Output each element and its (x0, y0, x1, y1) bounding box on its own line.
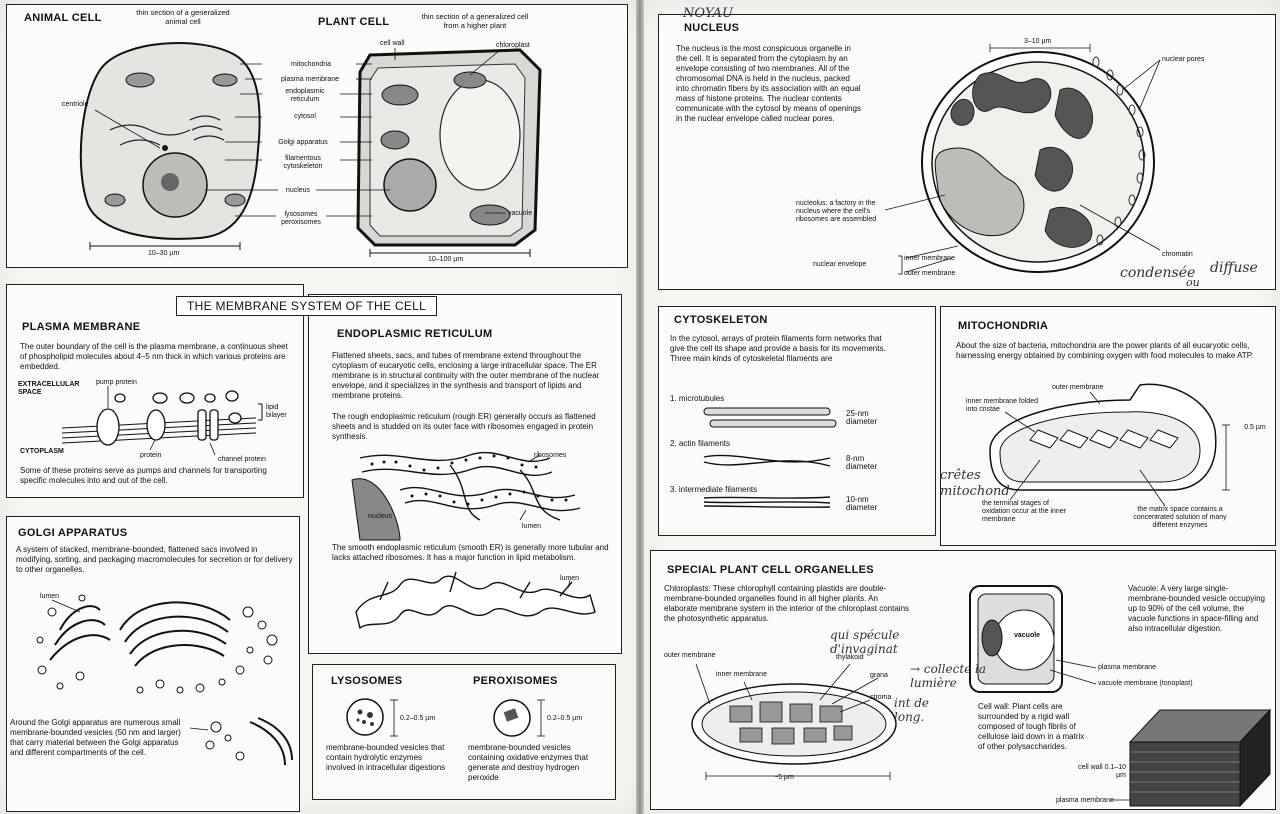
label-pump-protein: pump protein (96, 379, 137, 386)
label-mitochondria: mitochondria (290, 61, 332, 68)
label-vacuole: vacuole (508, 210, 533, 217)
er-label-ribosomes: ribosomes (534, 452, 567, 459)
hand-condensee: condensée (1120, 265, 1196, 281)
intermediate-label: 3. intermediate filaments (670, 485, 758, 494)
lysosome-size: 0.2–0.5 µm (400, 715, 436, 722)
er-text-2: The rough endoplasmic reticulum (rough ER) generally occurs as flattened sheets and is studded on its outer face with ribosomes engaged in protein synthesis. (332, 412, 596, 441)
vacuole-label-tonoplast: vacuole membrane (tonoplast) (1098, 680, 1193, 687)
chloro-scale: ~5 µm (774, 774, 794, 781)
plant-organelles-title: SPECIAL PLANT CELL ORGANELLES (667, 564, 874, 576)
label-er: endoplasmic reticulum (285, 88, 325, 103)
nucleus-title: NUCLEUS (684, 22, 740, 34)
nucleus-label-chromatin: chromatin (1162, 251, 1193, 258)
cell-wall-plasma-membrane-label: plasma membrane (1056, 797, 1114, 804)
label-protein: protein (140, 452, 162, 459)
nucleus-label-nucleolus: nucleolus: a factory in the nucleus where the cell's ribosomes are assembled (796, 200, 877, 223)
cytoskeleton-text: In the cytosol, arrays of protein filaments form networks that give the cell its shape and provide a basis for its movements. Three main kinds of cytoskeletal filaments are (670, 334, 886, 363)
er-text-3: The smooth endoplasmic reticulum (smooth ER) is generally more tubular and lacks attached ribosomes. It has a major function in lipid metabolism. (332, 543, 609, 562)
label-plasma-membrane: plasma membrane (281, 76, 339, 83)
label-golgi: Golgi apparatus (278, 139, 328, 146)
er-label-nucleus: nucleus (368, 513, 393, 520)
golgi-footer: Around the Golgi apparatus are numerous small membrane-bounded vesicles (50 nm and larger) that carry material between the Golgi apparatus and different compartments of the cell. (10, 718, 181, 757)
cytoskeleton-title: CYTOSKELETON (674, 314, 768, 326)
chloro-handwritten-2: → collecte la lumière (910, 662, 987, 690)
mito-label-terminal: the terminal stages of oxidation occur at the inner membrane (982, 500, 1067, 523)
nucleus-label-outer: outer membrane (904, 270, 956, 277)
chloro-label-thylakoid: thylakoid (836, 654, 864, 661)
label-nucleus: nucleus (285, 187, 311, 194)
chloro-label-grana: grana (870, 672, 888, 679)
label-chloroplast: chloroplast (496, 42, 530, 49)
plasma-membrane-footer: Some of these proteins serve as pumps and channels for transporting specific molecules into and out of the cell. (20, 466, 267, 485)
er-text-1: Flattened sheets, sacs, and tubes of membrane extend throughout the cytoplasm of eucaryotic cells, enclosing a large intracellular space. The ER membrane is in structural continuity with the outer membrane of the nuclear envelope, and it specializes in the synthesis and transport of lipids and membrane proteins. (332, 351, 600, 400)
nucleus-text: The nucleus is the most conspicuous organelle in the cell. It is separated from the cytoplasm by an envelope consisting of two membranes. All of the chromosomal DNA is held in the nucleus, packed into chromatin fibers by its association with an equal mass of histone proteins. The nuclear contents communicate with the cytosol by means of openings in the nuclear envelope called nuclear pores. (676, 44, 861, 123)
hand-ou: ou (1186, 276, 1200, 289)
lysosomes-title: LYSOSOMES (331, 675, 403, 687)
label-cell-wall: cell wall (380, 40, 405, 47)
plasma-membrane-title: PLASMA MEMBRANE (22, 321, 141, 333)
mitochondria-title: MITOCHONDRIA (958, 320, 1049, 332)
nucleus-handwritten-label: NOYAU (683, 6, 733, 21)
mitochondria-text: About the size of bacteria, mitochondria are the power plants of all eucaryotic cells, harnessing energy obtained by combining oxygen with food molecules to make ATP. (956, 341, 1254, 360)
actin-size: 8-nm diameter (846, 454, 878, 471)
label-filamentous: filamentous cytoskeleton (283, 155, 323, 170)
nucleus-label-envelope: nuclear envelope (813, 261, 867, 268)
plant-cell-subtitle: thin section of a generalized cell from a higher plant (421, 12, 529, 30)
er-label-lumen-2: lumen (560, 575, 580, 582)
plant-scale: 10–100 µm (428, 256, 464, 263)
er-title: ENDOPLASMIC RETICULUM (337, 328, 493, 340)
nucleus-label-inner: inner membrane (904, 255, 955, 262)
mito-label-matrix: the matrix space contains a concentrated solution of many different enzymes (1133, 506, 1227, 529)
vacuole-text: Vacuole: A very large single-membrane-bounded vesicle occupying up to 90% of the cell volume, the vacuole functions in space-filling and also intracellular digestion. (1128, 584, 1265, 633)
cell-wall-text: Cell wall: Plant cells are surrounded by a rigid wall composed of tough fibrils of cellulose laid down in a matrix of other polysaccharides. (978, 702, 1085, 751)
animal-scale: 10–30 µm (148, 250, 180, 257)
label-channel-protein: channel protein (218, 456, 266, 463)
chloro-label-outer: outer membrane (664, 652, 716, 659)
microtubules-size: 25-nm diameter (846, 409, 878, 426)
label-lysosomes: lysosomes peroxisomes (281, 211, 321, 226)
golgi-title: GOLGI APPARATUS (18, 527, 128, 539)
chloro-handwritten-3: int de long. (894, 696, 929, 724)
lysosomes-text: membrane-bounded vesicles that contain hydrolytic enzymes involved in intracellular digestions (326, 743, 446, 772)
peroxisomes-text: membrane-bounded vesicles containing oxidative enzymes that generate and destroy hydrogen peroxide (468, 743, 589, 782)
mito-label-inner: inner membrane folded into cristae (966, 398, 1038, 413)
chloro-label-stroma: stroma (870, 694, 892, 701)
nucleus-scale: 3–10 µm (1024, 38, 1052, 45)
label-extracellular: EXTRACELLULAR SPACE (18, 381, 80, 396)
actin-label: 2. actin filaments (670, 439, 731, 448)
mito-label-outer: outer membrane (1052, 384, 1104, 391)
mito-handwritten: crêtes mitochond (940, 468, 1010, 499)
intermediate-size: 10-nm diameter (846, 495, 878, 512)
golgi-text: A system of stacked, membrane-bounded, flattened sacs involved in modifying, sorting, and packaging macromolecules for secretion or for delivery to other organelles. (16, 545, 293, 574)
mito-label-size: 0.5 µm (1244, 424, 1266, 431)
chloroplast-text: Chloroplasts: These chlorophyll containing plastids are double-membrane-bounded organelles found in all higher plants. An elaborate membrane system in the interior of the chloroplast contains the photosynthetic apparatus. (664, 584, 910, 623)
cell-wall-label: cell wall 0.1–10 µm (1078, 764, 1126, 779)
label-centriole: centriole (62, 101, 89, 108)
hand-diffuse: diffuse (1210, 260, 1258, 276)
vacuole-label: vacuole (1014, 632, 1041, 639)
label-cytosol: cytosol (294, 113, 316, 120)
golgi-label-lumen: lumen (40, 593, 60, 600)
animal-cell-title: ANIMAL CELL (24, 12, 102, 24)
label-cytoplasm: CYTOPLASM (20, 448, 64, 455)
vacuole-label-plasma-membrane: plasma membrane (1098, 664, 1156, 671)
plant-cell-title: PLANT CELL (318, 16, 390, 28)
nucleus-label-pores: nuclear pores (1162, 56, 1205, 63)
chloro-handwritten-1: qui spécule d'invaginat (830, 628, 900, 656)
membrane-banner: THE MEMBRANE SYSTEM OF THE CELL (176, 296, 437, 316)
er-label-lumen: lumen (522, 523, 542, 530)
peroxisomes-title: PEROXISOMES (473, 675, 558, 687)
plasma-membrane-text: The outer boundary of the cell is the plasma membrane, a continuous sheet of phospholipid molecules about 4–5 nm thick in which various proteins are embedded. (20, 342, 288, 371)
peroxisome-size: 0.2–0.5 µm (547, 715, 583, 722)
label-lipid-bilayer: lipid bilayer (266, 404, 287, 419)
chloro-label-inner: inner membrane (716, 671, 767, 678)
microtubules-label: 1. microtubules (670, 394, 725, 403)
animal-cell-subtitle: thin section of a generalized animal cell (136, 8, 230, 26)
